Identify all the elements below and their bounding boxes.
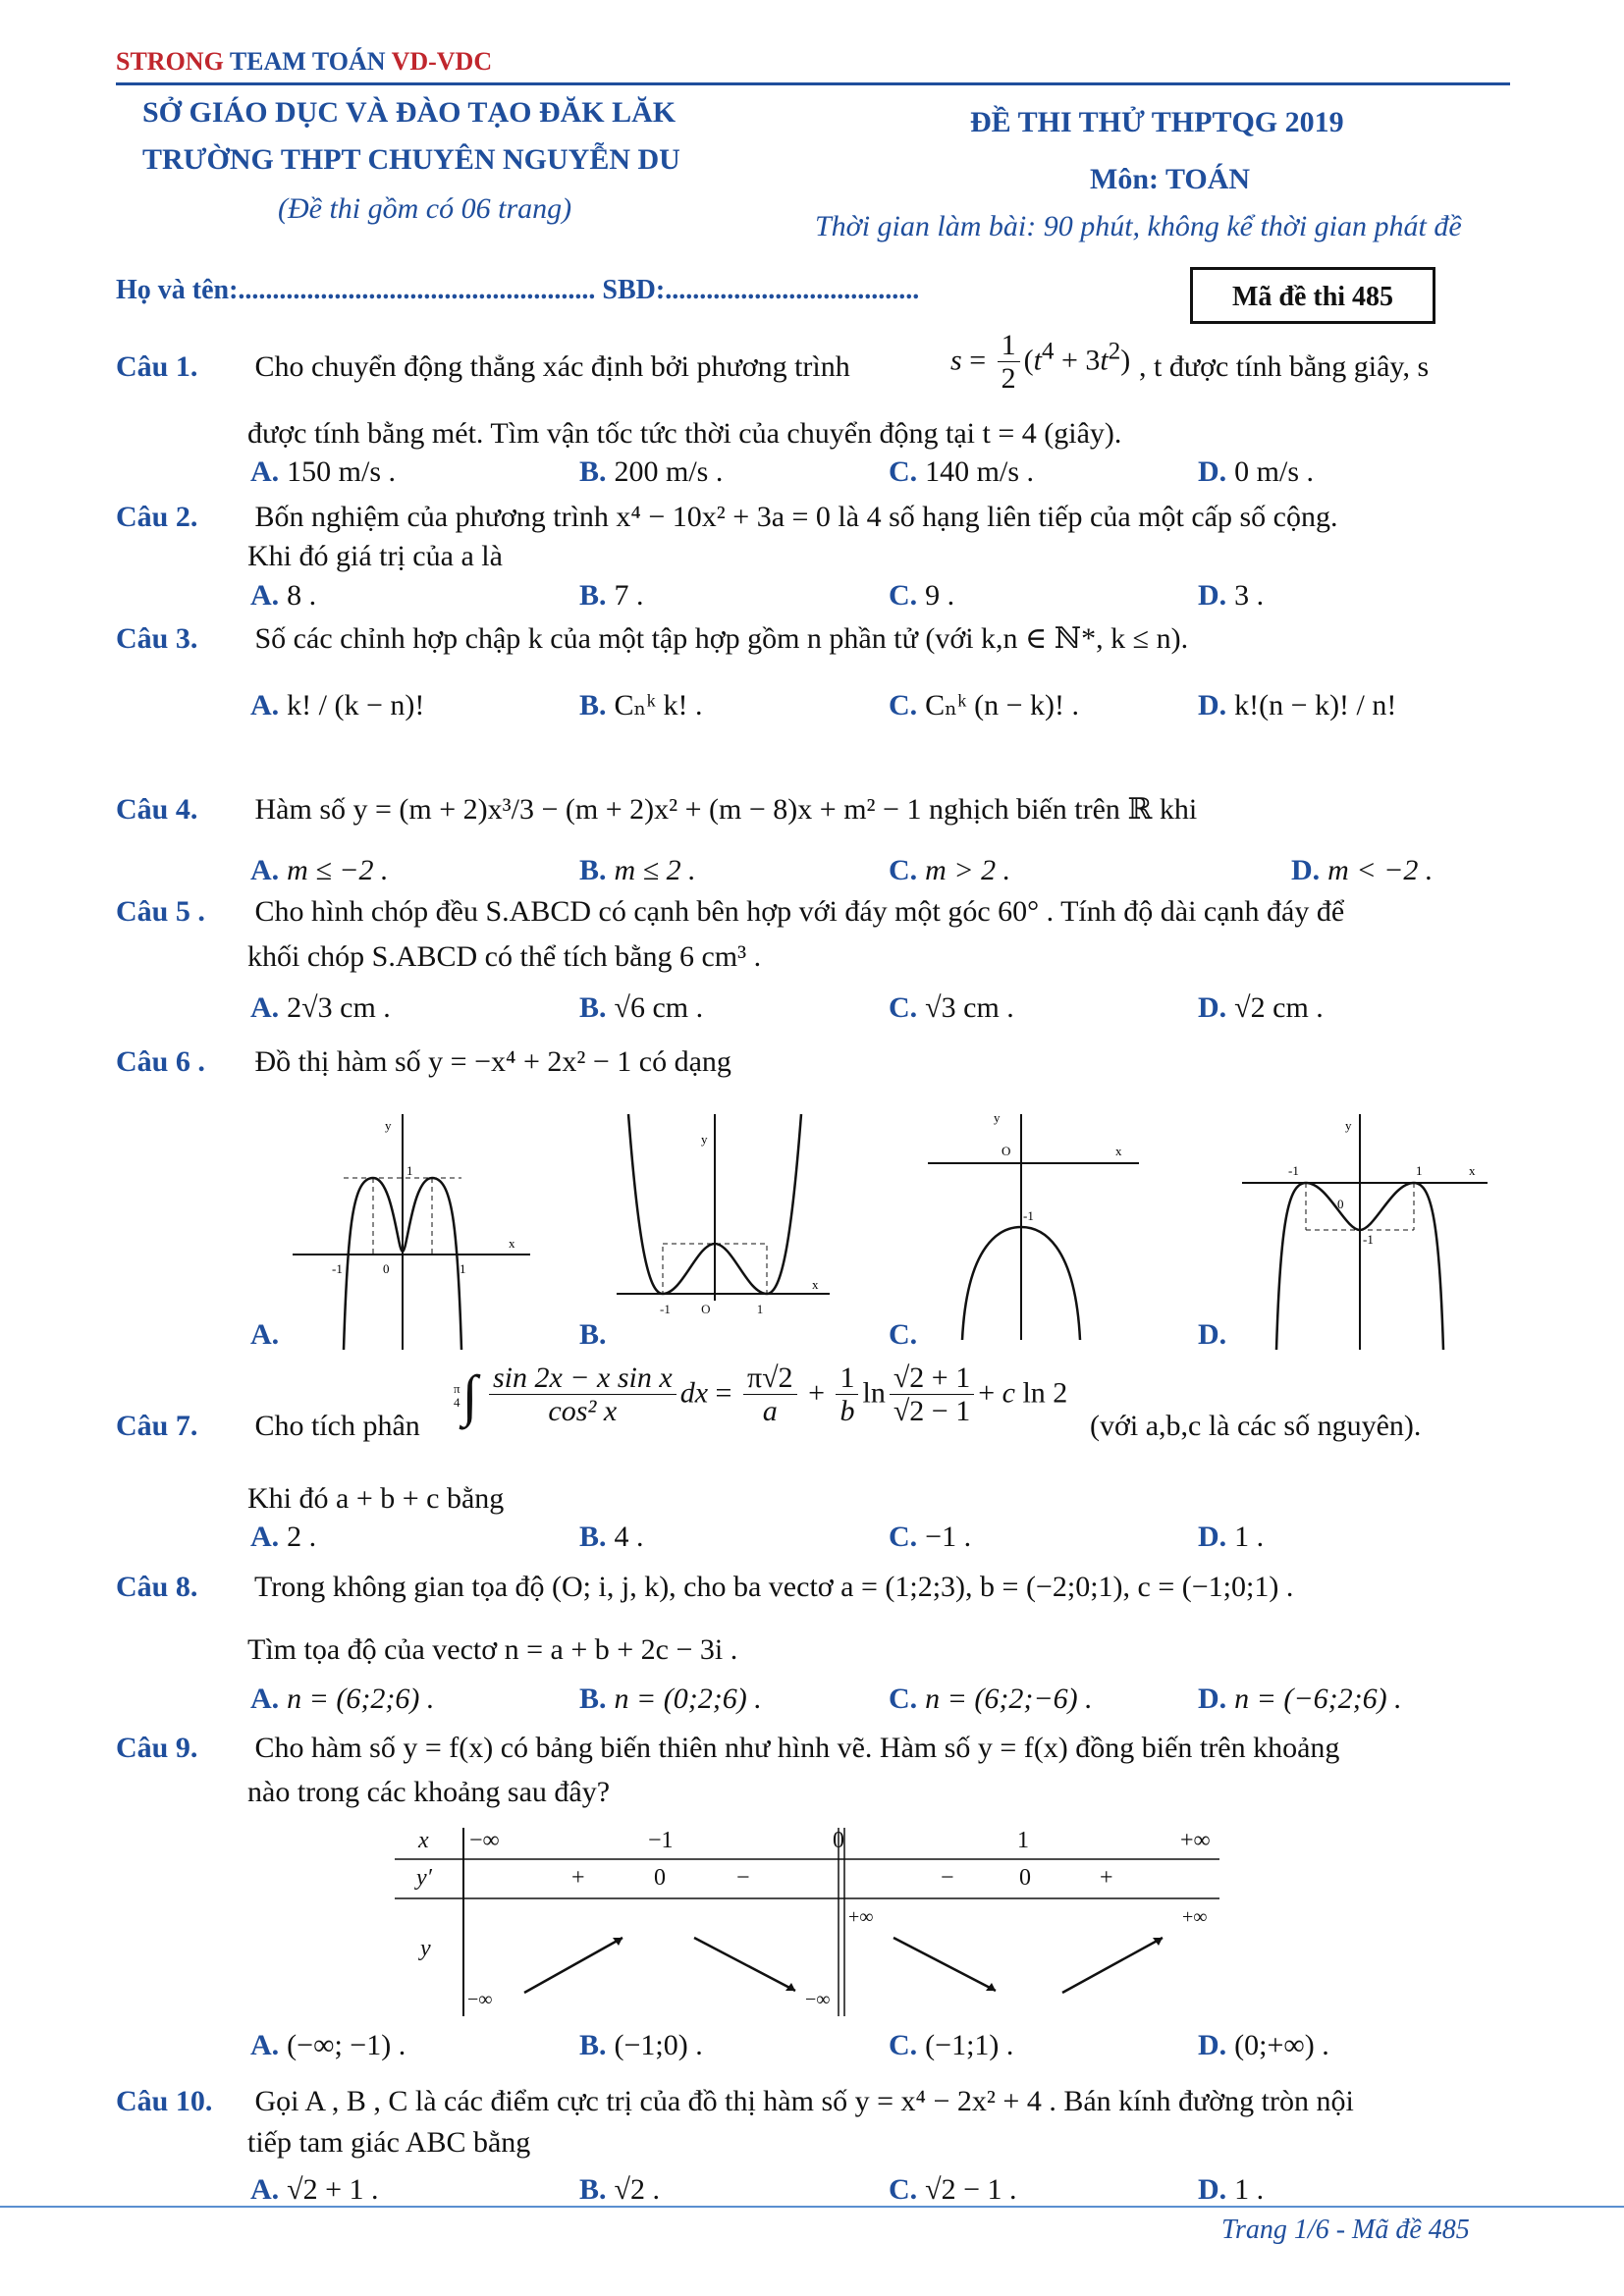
vt-yp-6: +: [1100, 1865, 1113, 1891]
q7-option-d[interactable]: D. 1 .: [1198, 1521, 1265, 1553]
vt-x-label: x: [418, 1828, 429, 1853]
q6-option-b[interactable]: B.: [579, 1318, 607, 1351]
graph-d-one-label: 1: [1416, 1163, 1423, 1178]
q5-option-c[interactable]: C. √3 cm .: [889, 991, 1014, 1024]
q9-option-b[interactable]: B. (−1;0) .: [579, 2029, 703, 2061]
q4-option-d[interactable]: D. m < −2 .: [1291, 854, 1434, 886]
graph-c-o-label: O: [1001, 1144, 1011, 1158]
q3-label: Câu 3.: [116, 622, 198, 655]
graph-a-one-label: 1: [406, 1163, 413, 1178]
q1-label: Câu 1.: [116, 350, 198, 383]
q8-option-c[interactable]: C. n = (6;2;−6) .: [889, 1682, 1093, 1715]
q3-option-c[interactable]: C. Cₙᵏ (n − k)! .: [889, 689, 1080, 721]
vt-x-5: +∞: [1180, 1828, 1211, 1853]
graph-d-neg-one-label: -1: [1288, 1163, 1299, 1178]
vt-x-4: 1: [1017, 1828, 1029, 1853]
vt-y-3: −∞: [805, 1989, 831, 2010]
q2-text: Bốn nghiệm của phương trình x⁴ − 10x² + 3a = 0 là 4 số hạng liên tiếp của một cấp số cộng.: [254, 501, 1338, 533]
q8-line2: Tìm tọa độ của vectơ n = a + b + 2c − 3i .: [247, 1633, 738, 1666]
q2-label: Câu 2.: [116, 501, 198, 533]
q4-option-c[interactable]: C. m > 2 .: [889, 854, 1011, 886]
q1-text-b: , t được tính bằng giây, s: [1139, 350, 1430, 383]
q10-option-d[interactable]: D. 1 .: [1198, 2173, 1265, 2206]
vt-x-1: −∞: [469, 1828, 500, 1853]
q4-label: Câu 4.: [116, 793, 198, 826]
q2-option-a[interactable]: A. 8 .: [250, 579, 317, 612]
q1-formula: s = $\frac{1}{2}$ $(t^4 + 3t^2)$: [950, 329, 1131, 395]
team-banner: [116, 47, 492, 77]
q7-line1: [116, 1408, 420, 1445]
graph-a-neg-one-label: -1: [332, 1261, 343, 1276]
vt-y-1: −∞: [467, 1989, 493, 2010]
q5-option-b[interactable]: B. √6 cm .: [579, 991, 704, 1024]
exam-code: Mã đề thi 485: [1231, 282, 1394, 312]
vt-x-2: −1: [648, 1828, 674, 1853]
school-name: TRƯỜNG THPT CHUYÊN NGUYỄN DU: [142, 143, 680, 176]
graph-c-neg-one-label: -1: [1023, 1208, 1034, 1223]
vt-yp-1: +: [571, 1865, 585, 1891]
dept-name: SỞ GIÁO DỤC VÀ ĐÀO TẠO ĐĂK LĂK: [142, 96, 677, 129]
q9-label: Câu 9.: [116, 1732, 198, 1764]
q3-line1: [116, 620, 1188, 658]
q7-line2: Khi đó a + b + c bằng: [247, 1482, 505, 1515]
graph-a-y-label: y: [385, 1118, 392, 1133]
q10-option-a[interactable]: A. √2 + 1 .: [250, 2173, 379, 2206]
q6-option-a[interactable]: A.: [250, 1318, 280, 1351]
graph-d-y-label: y: [1345, 1118, 1352, 1133]
vt-yp-2: 0: [654, 1865, 666, 1891]
q8-option-d[interactable]: D. n = (−6;2;6) .: [1198, 1682, 1402, 1715]
q7-text-b: (với a,b,c là các số nguyên).: [1090, 1410, 1422, 1442]
graph-d-neg-one-y-label: -1: [1363, 1232, 1374, 1247]
q3-option-b[interactable]: B. Cₙᵏ k! .: [579, 689, 703, 721]
q7-label: Câu 7.: [116, 1410, 198, 1442]
q3-text: Số các chỉnh hợp chập k của một tập hợp gồm n phần tử (với k,n ∈ ℕ*, k ≤ n).: [254, 622, 1189, 655]
q8-line1: [116, 1569, 1293, 1606]
team-word-1: STRONG: [116, 47, 224, 76]
q7-option-c[interactable]: C. −1 .: [889, 1521, 972, 1553]
footer-rule: [0, 2206, 1624, 2208]
vt-yp-3: −: [736, 1865, 750, 1891]
q8-option-b[interactable]: B. n = (0;2;6) .: [579, 1682, 762, 1715]
exam-title: ĐỀ THI THỬ THPTQG 2019: [970, 106, 1344, 138]
q10-option-c[interactable]: C. √2 − 1 .: [889, 2173, 1017, 2206]
q8-option-a[interactable]: A. n = (6;2;6) .: [250, 1682, 435, 1715]
q5-line1: [116, 893, 1344, 931]
q1-line2: được tính bằng mét. Tìm vận tốc tức thời của chuyển động tại t = 4 (giây).: [247, 417, 1122, 450]
q2-option-d[interactable]: D. 3 .: [1198, 579, 1265, 612]
q3-option-a[interactable]: A. k! / (k − n)!: [250, 689, 425, 721]
q5-text: Cho hình chóp đều S.ABCD có cạnh bên hợp với đáy một góc 60° . Tính độ dài cạnh đáy để: [254, 895, 1345, 928]
vt-y-4: +∞: [1182, 1906, 1208, 1928]
graph-a-x-label: x: [509, 1236, 515, 1251]
pages-note: (Đề thi gồm có 06 trang): [278, 192, 572, 225]
q1-text-a: Cho chuyển động thẳng xác định bởi phương trình: [254, 350, 850, 383]
q4-text: Hàm số y = (m + 2)x³/3 − (m + 2)x² + (m − 8)x + m² − 1 nghịch biến trên ℝ khi: [254, 793, 1198, 826]
q9-option-c[interactable]: C. (−1;1) .: [889, 2029, 1014, 2061]
subject: Môn: TOÁN: [1090, 163, 1251, 195]
q5-label: Câu 5 .: [116, 895, 205, 928]
graph-a-one-x-label: 1: [460, 1261, 466, 1276]
q5-option-a[interactable]: A. 2√3 cm .: [250, 991, 391, 1024]
page-footer: Trang 1/6 - Mã đề 485: [1221, 2215, 1470, 2245]
q6-option-d[interactable]: D.: [1198, 1318, 1227, 1351]
graph-b-y-label: y: [701, 1132, 708, 1147]
q5-line2: khối chóp S.ABCD có thể tích bằng 6 cm³ .: [247, 940, 762, 973]
q9-option-d[interactable]: D. (0;+∞) .: [1198, 2029, 1329, 2061]
q6-label: Câu 6 .: [116, 1045, 205, 1078]
candidate-line: Họ và tên:.................................................... SBD:.....................................: [116, 275, 920, 305]
q7-text-a: Cho tích phân: [254, 1410, 420, 1442]
q2-option-c[interactable]: C. 9 .: [889, 579, 955, 612]
variation-table: [395, 1828, 1219, 2016]
q7-option-a[interactable]: A. 2 .: [250, 1521, 317, 1553]
q7-option-b[interactable]: B. 4 .: [579, 1521, 644, 1553]
exam-time: Thời gian làm bài: 90 phút, không kể thời gian phát đề: [815, 210, 1462, 242]
q5-option-d[interactable]: D. √2 cm .: [1198, 991, 1324, 1024]
q8-text: Trong không gian tọa độ (O; i, j, k), cho ba vectơ a = (1;2;3), b = (−2;0;1), c = (−1;0;1) .: [253, 1571, 1294, 1603]
q10-text: Gọi A , B , C là các điểm cực trị của đồ thị hàm số y = x⁴ − 2x² + 4 . Bán kính đường tròn nội: [254, 2085, 1354, 2117]
q1-option-a[interactable]: A. 150 m/s .: [250, 455, 397, 488]
q6-line1: [116, 1043, 731, 1081]
q6-graph-d: [1237, 1104, 1492, 1350]
q9-line2: nào trong các khoảng sau đây?: [247, 1776, 611, 1808]
vt-yp-4: −: [941, 1865, 954, 1891]
q7-integral: π 4∫ $\frac{\text{sin 2x − x sin x}}{\text{cos² x}}$ dx = $\frac{\pi√2}{a}$ + $\frac{1}{b}$ ln $\frac{√2 + 1}{√2 - 1}$ + c ln 2: [454, 1362, 1068, 1427]
q10-label: Câu 10.: [116, 2085, 213, 2117]
graph-d-x-label: x: [1469, 1163, 1476, 1178]
graph-b-x-label: x: [812, 1277, 819, 1292]
q4-option-b[interactable]: B. m ≤ 2 .: [579, 854, 696, 886]
vt-y-label: y: [420, 1936, 431, 1961]
q3-option-d[interactable]: D. k!(n − k)! / n!: [1198, 689, 1397, 721]
graph-a-zero-label: 0: [383, 1261, 390, 1276]
q9-text: Cho hàm số y = f(x) có bảng biến thiên như hình vẽ. Hàm số y = f(x) đồng biến trên khoảng: [254, 1732, 1340, 1764]
team-word-2: TEAM TOÁN: [229, 47, 386, 76]
team-word-3: VD-VDC: [391, 47, 493, 76]
q10-line2: tiếp tam giác ABC bằng: [247, 2126, 531, 2159]
q10-line1: [116, 2083, 1354, 2120]
graph-c-y-label: y: [994, 1110, 1001, 1125]
q2-option-b[interactable]: B. 7 .: [579, 579, 644, 612]
q1-line1: [116, 348, 850, 386]
header-rule: [116, 82, 1510, 85]
graph-d-zero-label: 0: [1337, 1197, 1344, 1211]
q6-graph-c: [923, 1104, 1159, 1340]
q1-option-d[interactable]: D. 0 m/s .: [1198, 455, 1315, 488]
q4-option-a[interactable]: A. m ≤ −2 .: [250, 854, 389, 886]
vt-y-2: +∞: [848, 1906, 874, 1928]
q6-graph-b-ticks: -1 O 1: [660, 1302, 764, 1316]
q6-graph-b: [609, 1104, 835, 1301]
q6-text: Đồ thị hàm số y = −x⁴ + 2x² − 1 có dạng: [254, 1045, 731, 1078]
q2-line2: Khi đó giá trị của a là: [247, 540, 503, 572]
q4-line1: [116, 791, 1197, 828]
vt-yp-label: y′: [416, 1865, 432, 1891]
vt-x-3: 0: [833, 1828, 844, 1853]
q6-graph-a: [285, 1104, 540, 1350]
graph-c-x-label: x: [1115, 1144, 1122, 1158]
q1-option-b[interactable]: B. 200 m/s .: [579, 455, 724, 488]
q10-option-b[interactable]: B. √2 .: [579, 2173, 660, 2206]
q6-option-c[interactable]: C.: [889, 1318, 918, 1351]
exam-code-box: [1190, 267, 1435, 324]
q2-line1: [116, 499, 1337, 536]
q8-label: Câu 8.: [116, 1571, 198, 1603]
q9-option-a[interactable]: A. (−∞; −1) .: [250, 2029, 406, 2061]
q9-line1: [116, 1730, 1339, 1767]
q1-option-c[interactable]: C. 140 m/s .: [889, 455, 1035, 488]
vt-yp-5: 0: [1019, 1865, 1031, 1891]
